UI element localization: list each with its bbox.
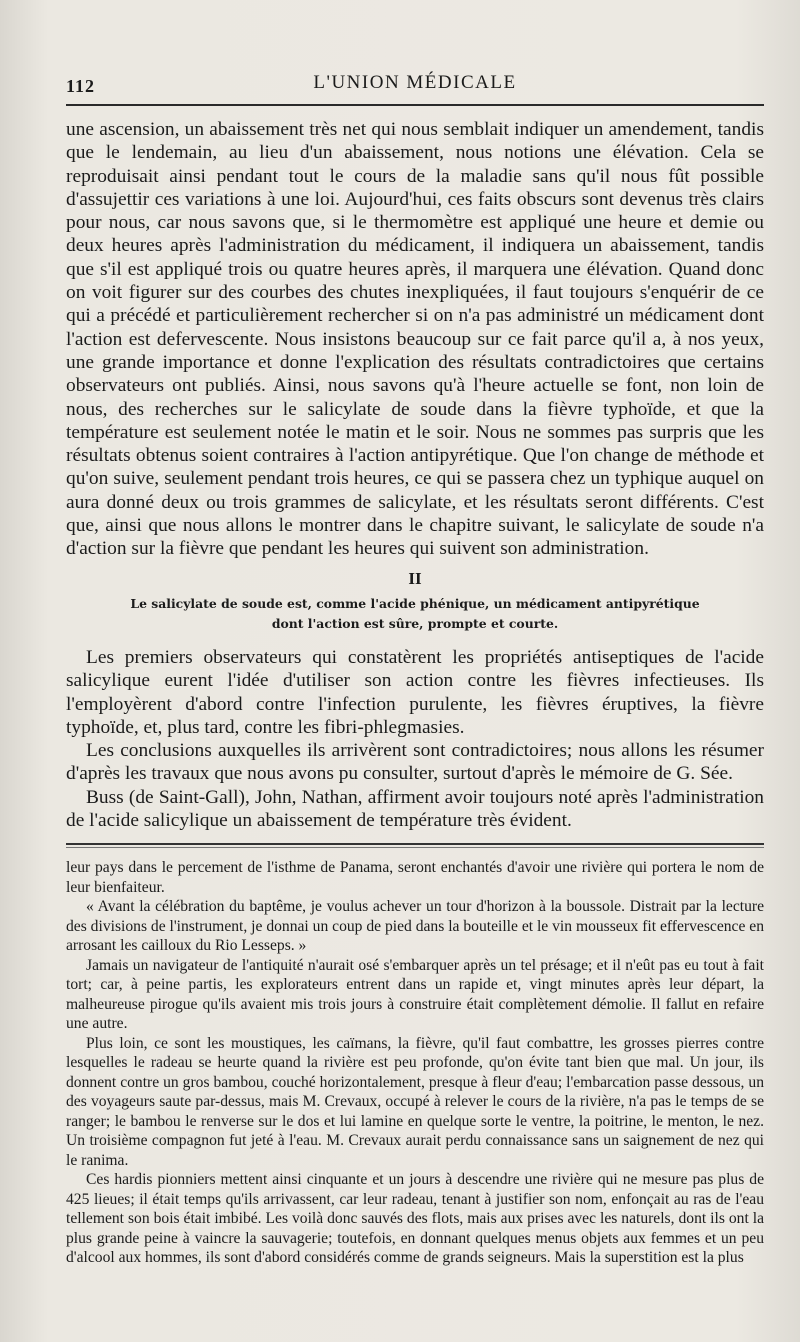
section-paragraph-1: Les premiers observateurs qui constatèrent les propriétés antiseptiques de l'acide salicylique eurent l'idée d'utiliser son action contre les fièvres infectieuses. Ils l'employèrent d'abord contre l'infection purulente, les fièvres éruptives, la fièvre typhoïde, et, plus tard, contre les fibri-phlegmasies. xyxy=(66,646,764,738)
section-paragraph-3: Buss (de Saint-Gall), John, Nathan, affirment avoir toujours noté après l'administration de l'acide salicylique un abaissement de température très évident. xyxy=(66,786,764,832)
footnote-feuilleton xyxy=(66,858,764,1268)
main-paragraph-1: une ascension, un abaissement très net qui nous semblait indiquer un amendement, tandis que le lendemain, au lieu d'un abaissement, nous notions une élévation. Cela se reproduisait ainsi pendant tout le cours de la maladie sans qu'il nous fût possible d'assujettir ces variations à une loi. Aujourd'hui, ces faits obscurs sont devenus très clairs pour nous, car nous savons que, si le thermomètre est appliqué une heure et demie ou deux heures après l'administration du médicament, il indiquera un abaissement, tandis que s'il est appliqué trois ou quatre heures après, il marquera une élévation. Quand donc on voit figurer sur des courbes des chutes inexpliquées, il faut toujours s'enquérir de ce qui a précédé et particulièrement rechercher si on n'a pas administré un médicament dont l'action est defervescente. Nous insistons beaucoup sur ce fait parce qu'il a, à nos yeux, une grande importance et donne l'explication des résultats contradictoires que certains observateurs ont publiés. Ainsi, nous savons qu'à l'heure actuelle se font, non loin de nous, des recherches sur le salicylate de soude dans la fièvre typhoïde, et que la température est seulement notée le matin et le soir. Nous ne sommes pas surpris que les résultats obtenus soient contraires à l'action antipyrétique. Que l'on change de méthode et qu'on suive, seulement pendant trois heures, ce qui se passera chez un typhique auquel on aura donné deux ou trois grammes de salicylate, et les résultats seront différents. C'est que, ainsi que nous allons le montrer dans le chapitre suivant, le salicylate de soude n'a d'action sur la fièvre que pendant les heures qui suivent son administration. xyxy=(66,119,764,560)
footnote-paragraph-4: Plus loin, ce sont les moustiques, les caïmans, la fièvre, qu'il faut combattre, les grosses pierres contre lesquelles le radeau se heurte quand la rivière est peu profonde, qu'on évite tant bien que mal. Un jour, ils donnent contre un gros bambou, couché horizontalement, presque à fleur d'eau; l'embarcation passe dessous, un des voyageurs saute par-dessus, mais M. Crevaux, occupé à relever le cours de la rivière, n'a pas le temps de se ranger; le bambou le renverse sur le dos et lui lamine en quelque sorte le ventre, la poitrine, le menton, le nez. Un troisième compagnon fut jeté à l'eau. M. Crevaux aurait perdu connaissance sans un saignement de nez qui le ranima. xyxy=(66,1034,764,1169)
journal-title: L'UNION MÉDICALE xyxy=(313,72,517,93)
main-text xyxy=(66,118,764,832)
header-rule xyxy=(66,104,764,106)
section-heading xyxy=(66,594,764,634)
section-paragraph-2: Les conclusions auxquelles ils arrivèrent sont contradictoires; nous allons les résumer d'après les travaux que nous avons pu consulter, surtout d'après le mémoire de G. Sée. xyxy=(66,740,764,785)
page-number: 112 xyxy=(66,76,96,96)
section-heading-line-1: Le salicylate de soude est, comme l'acide phénique, un médicament antipyrétique xyxy=(130,595,700,611)
footnote-paragraph-3: Jamais un navigateur de l'antiquité n'aurait osé s'embarquer après un tel présage; et il n'eût pas eu tout à fait tort; car, à peine partis, les explorateurs entrent dans un rapide et, vingt minutes après leur départ, la malheureuse pirogue qu'ils avaient mis trois jours à construire était complètement démolie. Il fallut en refaire une autre. xyxy=(66,956,764,1033)
footnote-paragraph-2: « Avant la célébration du baptême, je voulus achever un tour d'horizon à la boussole. Distrait par la lecture des divisions de l'instrument, je donnai un coup de pied dans la bouteille et le vin mousseux fit effervescence en arrosant les cailloux du Rio Lesseps. » xyxy=(66,898,764,955)
footnote-paragraph-5: Ces hardis pionniers mettent ainsi cinquante et un jours à descendre une rivière qui ne mesure pas plus de 425 lieues; il était temps qu'ils arrivassent, car leur radeau, tenant à justifier son nom, enfonçait au ras de l'eau tellement son bois était imbibé. Les voilà donc sauvés des flots, mais aux prises avec les naturels, dont ils ont la plus grande peine à vaincre la sauvagerie; toutefois, en donnant quelques menus objets aux femmes et un peu d'alcool aux hommes, ils sont d'abord considérés comme de grands seigneurs. Mais la superstition est la plus xyxy=(66,1171,764,1267)
footnote-paragraph-1: leur pays dans le percement de l'isthme de Panama, seront enchantés d'avoir une rivière qui portera le nom de leur bienfaiteur. xyxy=(66,859,764,896)
section-number: II xyxy=(408,568,422,588)
section-heading-line-2: dont l'action est sûre, prompte et courte. xyxy=(271,615,559,631)
running-head xyxy=(66,68,764,98)
footnote-separator xyxy=(66,843,764,848)
